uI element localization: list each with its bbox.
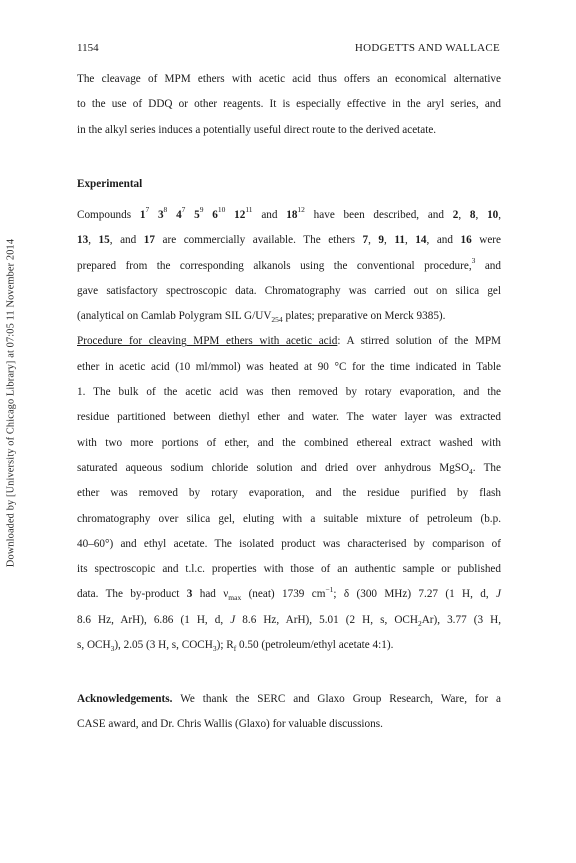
text-line: Procedure for cleaving MPM ethers with acetic acid: A stirred solution of the MPM bbox=[77, 335, 501, 348]
acknowledgements-paragraph bbox=[77, 687, 501, 738]
intro-line: in the alkyl series induces a potentially useful direct route to the derived acetate. bbox=[77, 123, 437, 136]
procedure-subheading: Procedure for cleaving MPM ethers with acetic acid bbox=[77, 335, 338, 348]
text-line: (analytical on Camlab Polygram SIL $G/UV_{254}$ plates; preparative on Merck 9385). bbox=[77, 310, 446, 325]
running-head: HODGETTS AND WALLACE bbox=[354, 42, 500, 54]
text-line: 13, 15, and 17 are commercially available. The ethers 7, 9, 11, 14, and 16 were bbox=[77, 234, 501, 247]
intro-line: The cleavage of MPM ethers with acetic acid thus offers an economical alternative bbox=[77, 73, 501, 85]
text-line: 40–60°) and ethyl acetate. The isolated product was characterised by comparison of bbox=[77, 537, 501, 550]
text-line: Compounds $1^7$ $3^8$ $4^7$ $5^9$ $6^{10}$ $12^{11}$ and $18^{12}$ have been described, and 2, 8, 10, bbox=[77, 205, 502, 221]
download-sidebar bbox=[0, 0, 22, 863]
text-line: CASE award, and Dr. Chris Wallis (Glaxo) for valuable discussions. bbox=[77, 718, 383, 731]
download-notice: Downloaded by [University of Chicago Library] at 07:05 11 November 2014 bbox=[5, 238, 17, 568]
text-line: its spectroscopic and t.l.c. properties with those of an authentic sample or published bbox=[77, 563, 501, 576]
text-line: gave satisfactory spectroscopic data. Chromatography was carried out on silica gel bbox=[77, 284, 501, 297]
text-line: ether in acetic acid (10 ml/mmol) was heated at 90 °C for the time indicated in Table bbox=[77, 360, 501, 373]
text-line: 1. The bulk of the acetic acid was then removed by rotary evaporation, and the bbox=[77, 386, 501, 399]
experimental-paragraph bbox=[77, 203, 501, 658]
text-line: Acknowledgements. We thank the SERC and Glaxo Group Research, Ware, for a bbox=[77, 693, 501, 705]
page-number: 1154 bbox=[77, 42, 99, 54]
intro-line: to the use of DDQ or other reagents. It is especially effective in the aryl series, and bbox=[77, 98, 501, 111]
text-line: chromatography over silica gel, eluting with a suitable mixture of petroleum (b.p. bbox=[77, 512, 501, 525]
text-line: 8.6 Hz, ArH), 6.86 (1 H, d, J 8.6 Hz, ArH), 5.01 (2 H, s, $OCH_2Ar$), 3.77 (3 H, bbox=[77, 613, 501, 628]
experimental-heading: Experimental bbox=[77, 178, 143, 190]
acknowledgements-heading: Acknowledgements. bbox=[77, 693, 173, 705]
text-line: prepared from the corresponding alkanols using the conventional procedure,$^3$ and bbox=[77, 255, 501, 272]
text-line: data. The by-product 3 had $\nu_{max}$ (neat) 1739 $cm^{-1}$; δ (300 MHz) 7.27 (1 H, d, J bbox=[77, 584, 501, 603]
text-line: with two more portions of ether, and the combined ethereal extract washed with bbox=[77, 436, 501, 449]
page-header bbox=[77, 42, 500, 58]
text-line: ether was removed by rotary evaporation, and the residue purified by flash bbox=[77, 487, 501, 500]
text-line: saturated aqueous sodium chloride solution and dried over anhydrous MgSO$_4$. The bbox=[77, 461, 501, 477]
text-line: residue partitioned between diethyl ether and water. The water layer was extracted bbox=[77, 411, 501, 424]
intro-paragraph bbox=[77, 67, 501, 143]
text-line: s, $OCH_3$), 2.05 (3 H, s, $COCH_3$); $R_f$ 0.50 (petroleum/ethyl acetate 4:1). bbox=[77, 639, 394, 654]
